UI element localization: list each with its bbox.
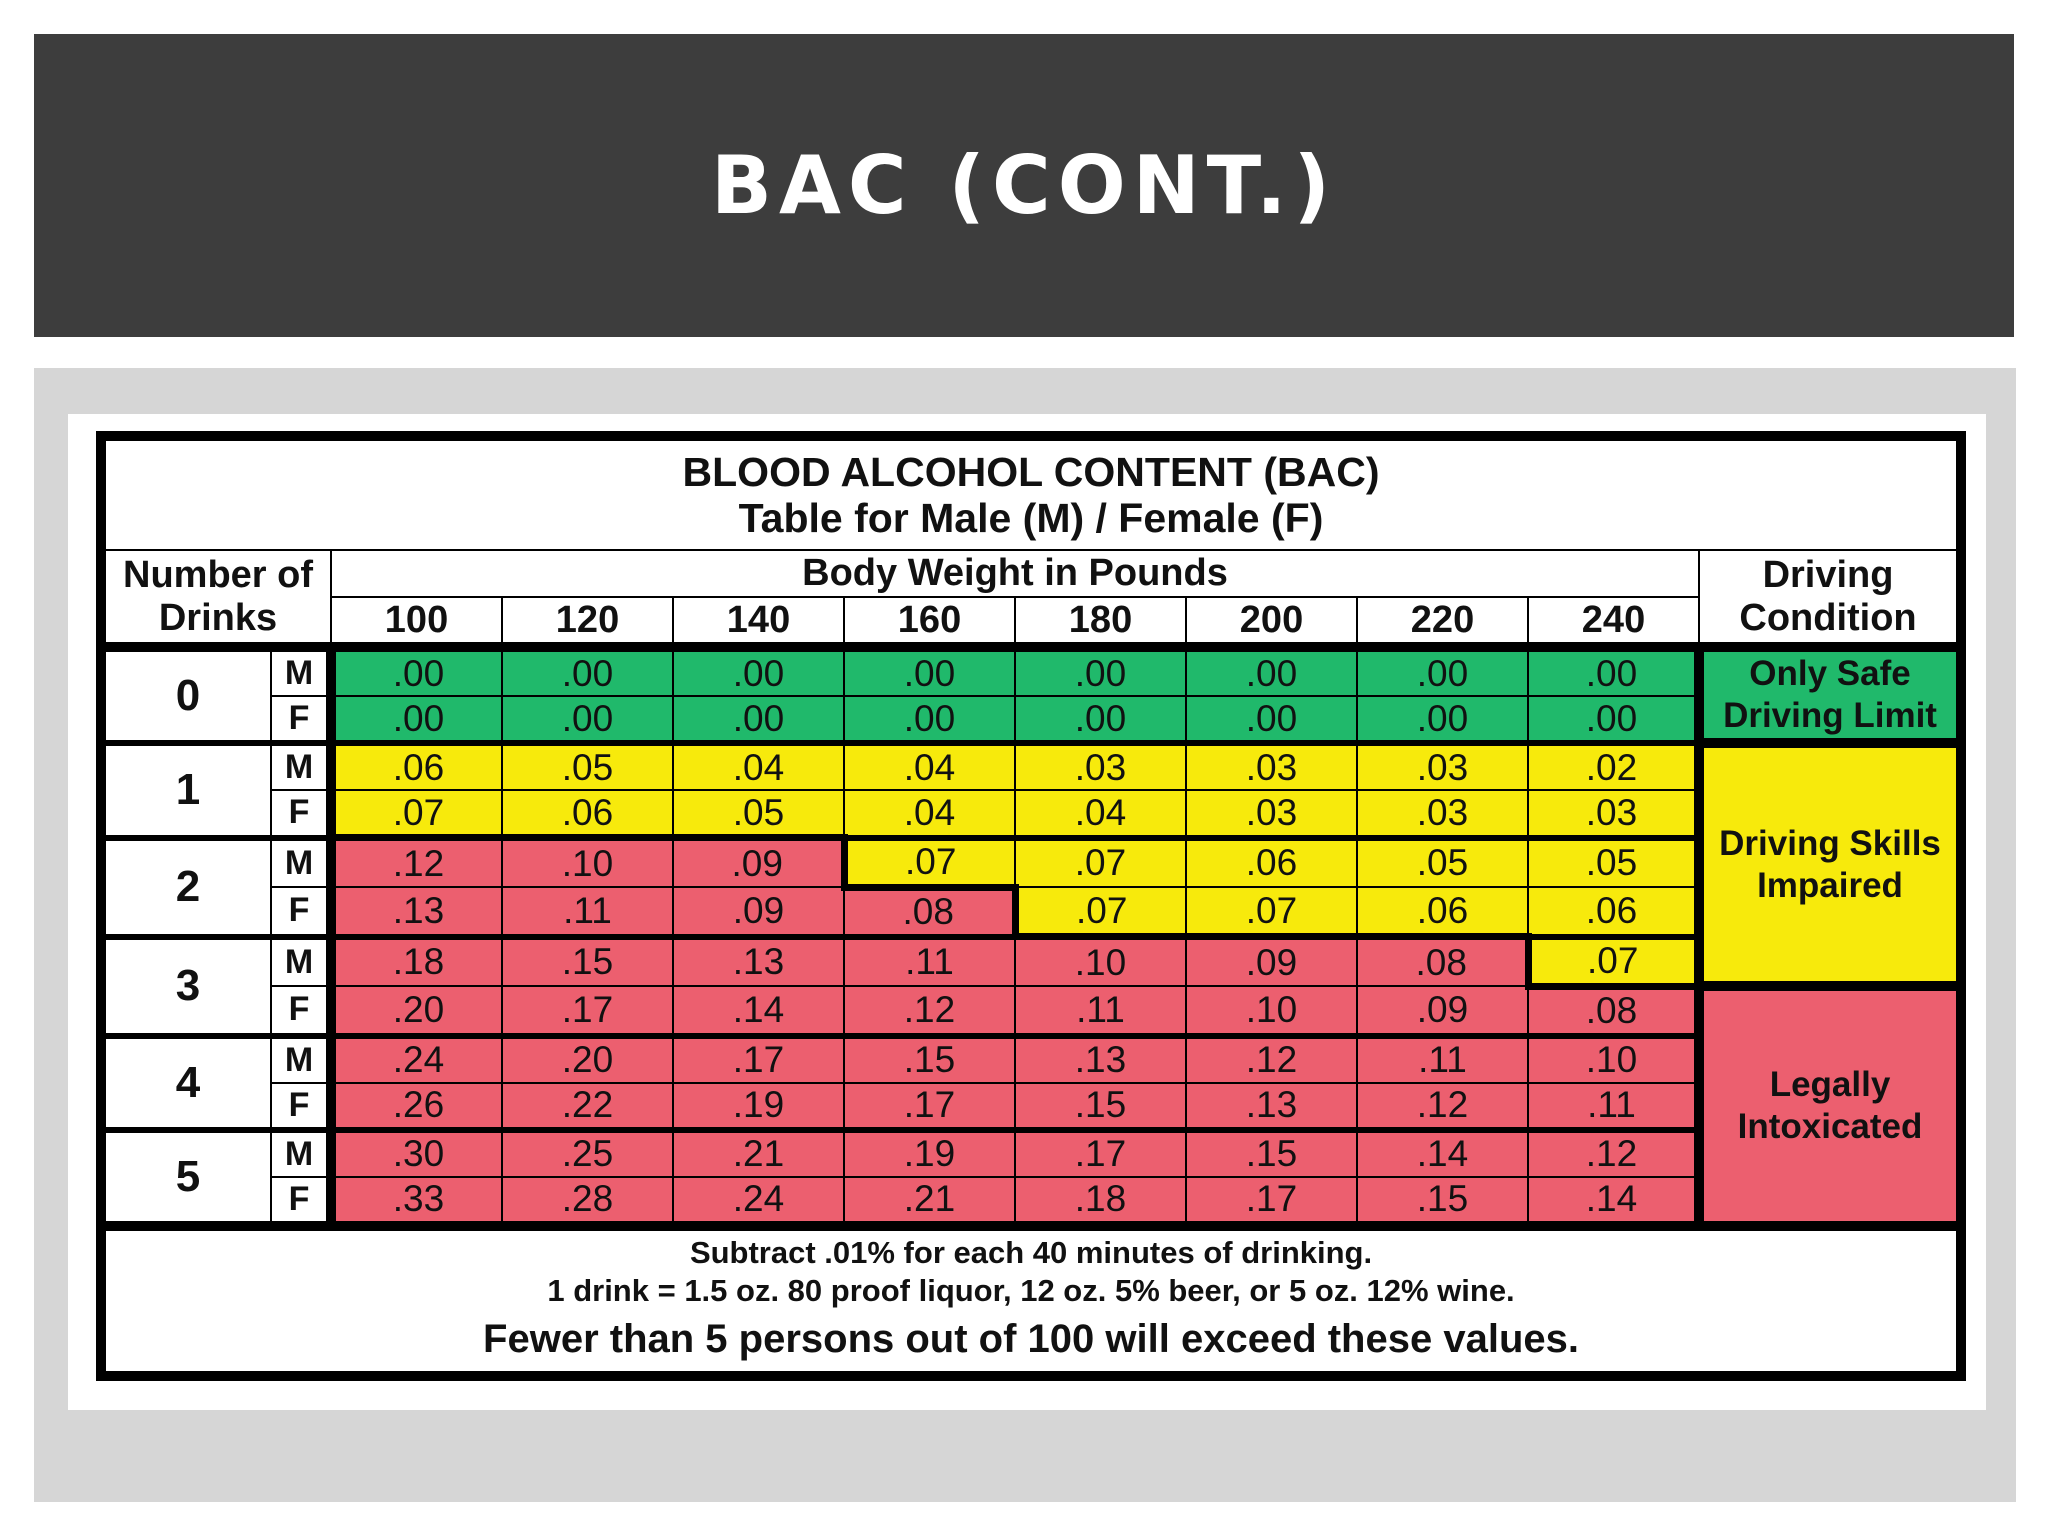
- table-row: [101, 986, 1961, 1036]
- bac-value-cell: .24: [673, 1177, 844, 1226]
- bac-value-cell: .26: [331, 1083, 502, 1130]
- table-row: [101, 1130, 1961, 1177]
- sex-label: F: [271, 790, 331, 838]
- bac-value-cell: .14: [1528, 1177, 1699, 1226]
- bac-value-cell: .19: [844, 1130, 1015, 1177]
- bac-value-cell: .30: [331, 1130, 502, 1177]
- table-row: [101, 647, 1961, 696]
- sex-label: M: [271, 937, 331, 987]
- bac-value-cell: .14: [673, 986, 844, 1036]
- drinks-count-0: 0: [101, 647, 271, 743]
- bac-table: [96, 431, 1966, 1381]
- bac-value-cell: .10: [502, 838, 673, 888]
- bac-value-cell: .10: [1186, 986, 1357, 1036]
- bac-value-cell: .06: [1186, 838, 1357, 888]
- bac-value-cell: .12: [844, 986, 1015, 1036]
- bac-value-cell: .13: [331, 887, 502, 937]
- bac-value-cell: .05: [673, 790, 844, 838]
- bac-value-cell: .33: [331, 1177, 502, 1226]
- bac-value-cell: .08: [1357, 937, 1528, 987]
- drinks-count-4: 4: [101, 1036, 271, 1130]
- bac-value-cell: .17: [673, 1036, 844, 1083]
- sex-label: M: [271, 743, 331, 790]
- bac-value-cell: .14: [1357, 1130, 1528, 1177]
- table-row: [101, 696, 1961, 743]
- bac-value-cell: .17: [1015, 1130, 1186, 1177]
- bac-value-cell: .02: [1528, 743, 1699, 790]
- bac-value-cell: .11: [1528, 1083, 1699, 1130]
- bac-value-cell: .12: [1528, 1130, 1699, 1177]
- bac-value-cell: .18: [1015, 1177, 1186, 1226]
- table-title: [101, 436, 1961, 550]
- bac-value-cell: .00: [331, 647, 502, 696]
- bac-value-cell: .17: [502, 986, 673, 1036]
- bac-value-cell: .06: [1357, 887, 1528, 937]
- bac-value-cell: .03: [1357, 743, 1528, 790]
- sex-label: F: [271, 1177, 331, 1226]
- table-row: [101, 887, 1961, 937]
- table-row: [101, 838, 1961, 888]
- condition-intoxicated: Legally Intoxicated: [1699, 986, 1961, 1226]
- drinks-header: Number of Drinks: [101, 550, 331, 647]
- condition-safe: Only Safe Driving Limit: [1699, 647, 1961, 743]
- bac-value-cell: .06: [1528, 887, 1699, 937]
- footer-line3: Fewer than 5 persons out of 100 will exceed these values.: [483, 1316, 1579, 1361]
- bac-value-cell: .00: [844, 696, 1015, 743]
- bac-value-cell: .05: [1528, 838, 1699, 888]
- bac-value-cell: .00: [1528, 696, 1699, 743]
- weight-header-200: 200: [1186, 597, 1357, 647]
- bac-value-cell: .00: [844, 647, 1015, 696]
- bac-value-cell: .04: [673, 743, 844, 790]
- bac-value-cell: .13: [1186, 1083, 1357, 1130]
- weight-header-100: 100: [331, 597, 502, 647]
- bac-value-cell: .00: [1015, 647, 1186, 696]
- bac-value-cell: .03: [1186, 743, 1357, 790]
- bac-value-cell: .00: [1186, 647, 1357, 696]
- bac-value-cell: .07: [331, 790, 502, 838]
- bac-value-cell: .13: [1015, 1036, 1186, 1083]
- drinks-count-3: 3: [101, 937, 271, 1036]
- bac-value-cell: .21: [844, 1177, 1015, 1226]
- sex-label: F: [271, 887, 331, 937]
- table-footer: [101, 1226, 1961, 1377]
- table-row: [101, 1177, 1961, 1226]
- weight-header-220: 220: [1357, 597, 1528, 647]
- table-row: [101, 1036, 1961, 1083]
- sex-label: M: [271, 647, 331, 696]
- bac-value-cell: .10: [1015, 937, 1186, 987]
- bac-value-cell: .09: [1357, 986, 1528, 1036]
- table-row: [101, 790, 1961, 838]
- weight-header-120: 120: [502, 597, 673, 647]
- bac-value-cell: .00: [502, 696, 673, 743]
- sex-label: M: [271, 838, 331, 888]
- bac-value-cell: .00: [673, 696, 844, 743]
- bac-value-cell: .12: [1357, 1083, 1528, 1130]
- weight-header: Body Weight in Pounds: [331, 550, 1699, 597]
- bac-value-cell: .15: [1186, 1130, 1357, 1177]
- footer-row: [101, 1226, 1961, 1377]
- sex-label: F: [271, 1083, 331, 1130]
- bac-value-cell: .11: [502, 887, 673, 937]
- bac-table-body: [101, 436, 1961, 1376]
- bac-value-cell: .10: [1528, 1036, 1699, 1083]
- sex-label: F: [271, 696, 331, 743]
- bac-value-cell: .06: [502, 790, 673, 838]
- bac-value-cell: .04: [844, 743, 1015, 790]
- bac-value-cell: .08: [844, 887, 1015, 937]
- bac-value-cell: .21: [673, 1130, 844, 1177]
- weight-header-140: 140: [673, 597, 844, 647]
- bac-value-cell: .15: [1015, 1083, 1186, 1130]
- bac-value-cell: .00: [1186, 696, 1357, 743]
- bac-value-cell: .12: [1186, 1036, 1357, 1083]
- bac-value-cell: .09: [673, 887, 844, 937]
- bac-value-cell: .25: [502, 1130, 673, 1177]
- bac-value-cell: .00: [1015, 696, 1186, 743]
- bac-value-cell: .08: [1528, 986, 1699, 1036]
- bac-value-cell: .07: [1186, 887, 1357, 937]
- bac-value-cell: .12: [331, 838, 502, 888]
- table-title-line2: Table for Male (M) / Female (F): [738, 495, 1324, 541]
- drinks-count-5: 5: [101, 1130, 271, 1226]
- bac-value-cell: .00: [673, 647, 844, 696]
- header-row-1: [101, 550, 1961, 597]
- footer-line1: Subtract .01% for each 40 minutes of drinking.: [689, 1234, 1373, 1270]
- bac-value-cell: .22: [502, 1083, 673, 1130]
- bac-value-cell: .03: [1015, 743, 1186, 790]
- condition-header: Driving Condition: [1699, 550, 1961, 647]
- drinks-count-2: 2: [101, 838, 271, 937]
- bac-value-cell: .05: [1357, 838, 1528, 888]
- bac-value-cell: .00: [502, 647, 673, 696]
- drinks-count-1: 1: [101, 743, 271, 838]
- bac-value-cell: .11: [1357, 1036, 1528, 1083]
- bac-value-cell: .05: [502, 743, 673, 790]
- bac-value-cell: .24: [331, 1036, 502, 1083]
- bac-value-cell: .00: [1357, 647, 1528, 696]
- weight-row: [101, 597, 1961, 647]
- weight-header-180: 180: [1015, 597, 1186, 647]
- table-title-row: [101, 436, 1961, 550]
- bac-value-cell: .19: [673, 1083, 844, 1130]
- bac-value-cell: .20: [502, 1036, 673, 1083]
- bac-value-cell: .03: [1528, 790, 1699, 838]
- bac-value-cell: .11: [1015, 986, 1186, 1036]
- bac-value-cell: .15: [1357, 1177, 1528, 1226]
- bac-value-cell: .03: [1186, 790, 1357, 838]
- bac-value-cell: .03: [1357, 790, 1528, 838]
- bac-value-cell: .11: [844, 937, 1015, 987]
- table-row: [101, 1083, 1961, 1130]
- table-row: [101, 743, 1961, 790]
- bac-value-cell: .15: [844, 1036, 1015, 1083]
- bac-value-cell: .00: [1528, 647, 1699, 696]
- bac-value-cell: .04: [844, 790, 1015, 838]
- bac-value-cell: .09: [1186, 937, 1357, 987]
- bac-value-cell: .13: [673, 937, 844, 987]
- footer-line2: 1 drink = 1.5 oz. 80 proof liquor, 12 oz. 5% beer, or 5 oz. 12% wine.: [547, 1272, 1515, 1308]
- bac-value-cell: .00: [331, 696, 502, 743]
- bac-value-cell: .00: [1357, 696, 1528, 743]
- table-title-line1: BLOOD ALCOHOL CONTENT (BAC): [682, 449, 1380, 495]
- bac-value-cell: .07: [1015, 887, 1186, 937]
- slide-title: BAC (CONT.): [710, 139, 1338, 232]
- weight-header-240: 240: [1528, 597, 1699, 647]
- bac-value-cell: .07: [844, 838, 1015, 888]
- bac-value-cell: .20: [331, 986, 502, 1036]
- bac-value-cell: .18: [331, 937, 502, 987]
- weight-header-160: 160: [844, 597, 1015, 647]
- bac-value-cell: .07: [1015, 838, 1186, 888]
- sex-label: M: [271, 1036, 331, 1083]
- bac-value-cell: .17: [1186, 1177, 1357, 1226]
- bac-value-cell: .09: [673, 838, 844, 888]
- condition-impaired: Driving Skills Impaired: [1699, 743, 1961, 986]
- slide-title-bar: [34, 34, 2014, 337]
- bac-value-cell: .15: [502, 937, 673, 987]
- bac-value-cell: .04: [1015, 790, 1186, 838]
- sex-label: M: [271, 1130, 331, 1177]
- bac-value-cell: .28: [502, 1177, 673, 1226]
- bac-value-cell: .06: [331, 743, 502, 790]
- table-row: [101, 937, 1961, 987]
- sex-label: F: [271, 986, 331, 1036]
- bac-value-cell: .17: [844, 1083, 1015, 1130]
- bac-value-cell: .07: [1528, 937, 1699, 987]
